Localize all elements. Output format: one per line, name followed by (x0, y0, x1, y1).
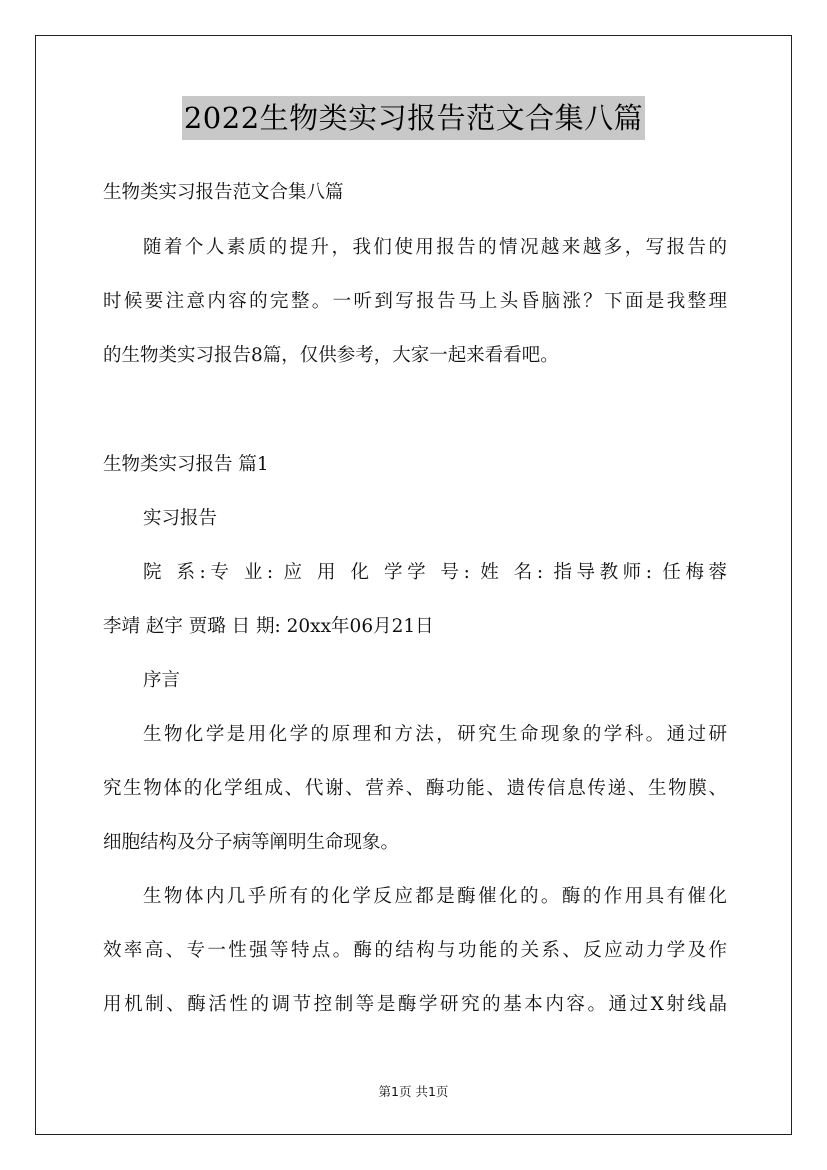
page-footer: 第1页 共1页 (378, 1084, 449, 1099)
title-container (0, 96, 827, 140)
intro-line-2: 时候要注意内容的完整。一听到写报告马上头昏脑涨？下面是我整理 (103, 291, 727, 312)
preface-label: 序言 (143, 670, 181, 691)
report-label: 实习报告 (143, 508, 218, 529)
para2-line-2: 效率高、专一性强等特点。酶的结构与功能的关系、反应动力学及作 (103, 940, 727, 961)
document-title: 2022生物类实习报告范文合集八篇 (182, 96, 645, 140)
para1-line-1: 生物化学是用化学的原理和方法，研究生命现象的学科。通过研 (143, 724, 727, 745)
intro-line-3: 的生物类实习报告8篇，仅供参考，大家一起来看看吧。 (103, 345, 559, 366)
para2-line-1: 生物体内几乎所有的化学反应都是酶催化的。酶的作用具有催化 (143, 886, 727, 907)
subtitle: 生物类实习报告范文合集八篇 (103, 182, 344, 203)
intro-line-1: 随着个人素质的提升，我们使用报告的情况越来越多，写报告的 (143, 237, 727, 258)
para1-line-2: 究生物体的化学组成、代谢、营养、酶功能、遗传信息传递、生物膜、 (103, 778, 727, 799)
info-line-2: 李靖 赵宇 贾璐 日 期: 20xx年06月21日 (103, 616, 434, 637)
para2-line-3: 用机制、酶活性的调节控制等是酶学研究的基本内容。通过X射线晶 (103, 994, 727, 1015)
section-heading: 生物类实习报告 篇1 (103, 454, 269, 475)
info-line-1: 院 系:专 业: 应 用 化 学学 号: 姓 名: 指导教师: 任梅蓉 (143, 562, 727, 583)
para1-line-3: 细胞结构及分子病等阐明生命现象。 (103, 832, 400, 853)
